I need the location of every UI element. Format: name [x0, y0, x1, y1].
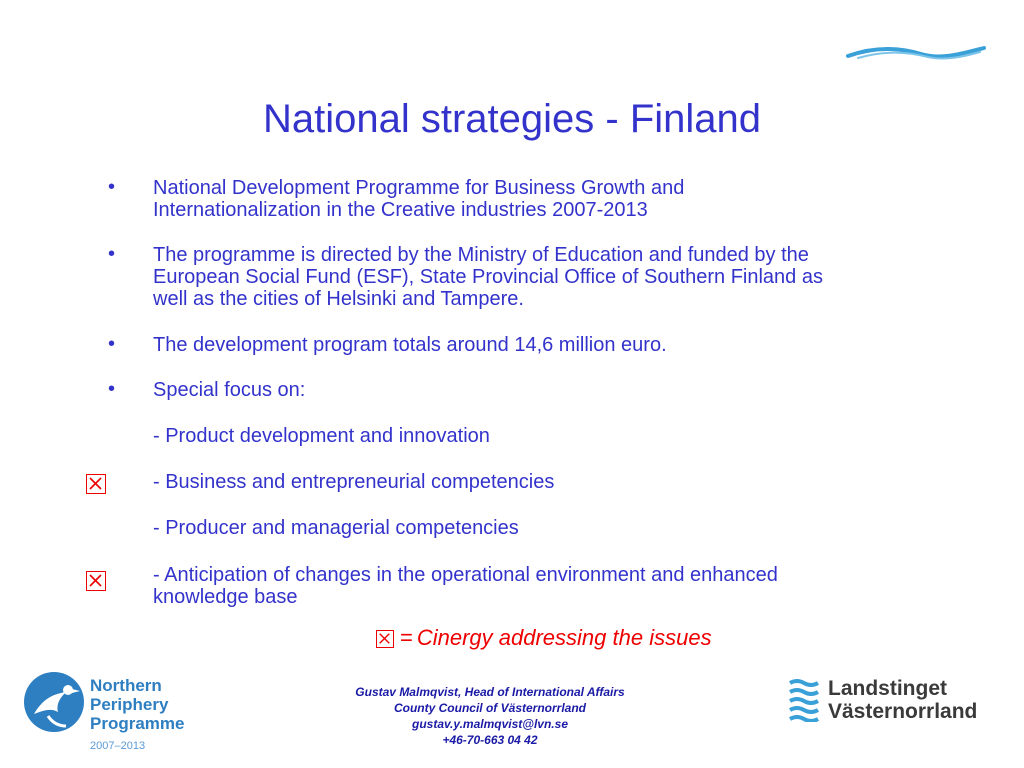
contact-organization: County Council of Västernorrland — [393, 701, 586, 715]
contact-block — [300, 684, 680, 748]
npp-word-1: Northern — [90, 676, 162, 695]
npp-word-2: Periphery — [90, 695, 169, 714]
bullet-2-line-2: European Social Fund (ESF), State Provincial Office of Southern Finland as — [153, 266, 823, 288]
checkbox-x-icon — [86, 571, 106, 591]
bullet-dot: • — [108, 176, 116, 198]
npp-logo — [22, 670, 202, 754]
focus-item-3: - Producer and managerial competencies — [153, 517, 519, 539]
contact-name: Gustav Malmqvist, Head of International Affairs — [355, 685, 625, 699]
contact-email: gustav.y.malmqvist@lvn.se — [412, 717, 568, 731]
bullet-2-line-3: well as the cities of Helsinki and Tampere. — [153, 288, 524, 310]
bullet-dot: • — [108, 378, 116, 400]
lv-word-2: Västernorrland — [828, 700, 978, 723]
bullet-1-line-2: Internationalization in the Creative industries 2007-2013 — [153, 199, 648, 221]
focus-item-4-line-1: - Anticipation of changes in the operational environment and enhanced — [153, 564, 778, 586]
focus-item-4-line-2: knowledge base — [153, 586, 298, 608]
legend-text: Cinergy addressing the issues — [416, 625, 712, 650]
contact-phone: +46-70-663 04 42 — [442, 733, 538, 747]
lv-word-1: Landstinget — [828, 677, 947, 700]
waves-icon — [788, 678, 820, 722]
bullet-4-line-1: Special focus on: — [153, 379, 306, 401]
bird-icon — [22, 670, 86, 734]
npp-years: 2007–2013 — [90, 740, 146, 752]
checkbox-x-icon — [376, 630, 394, 648]
focus-item-2: - Business and entrepreneurial competencies — [153, 471, 555, 493]
lv-logo — [788, 676, 998, 726]
focus-item-1: - Product development and innovation — [153, 425, 490, 447]
legend-equals: = — [400, 625, 413, 650]
bullet-dot: • — [108, 243, 116, 265]
bullet-dot: • — [108, 333, 116, 355]
wave-decoration-icon — [846, 40, 986, 68]
bullet-2-line-1: The programme is directed by the Ministry of Education and funded by the — [153, 244, 809, 266]
npp-word-3: Programme — [90, 714, 185, 733]
bullet-3-line-1: The development program totals around 14,6 million euro. — [153, 334, 667, 356]
legend — [376, 626, 712, 650]
checkbox-x-icon — [86, 474, 106, 494]
slide-title: National strategies - Finland — [262, 97, 762, 141]
bullet-1-line-1: National Development Programme for Business Growth and — [153, 177, 685, 199]
